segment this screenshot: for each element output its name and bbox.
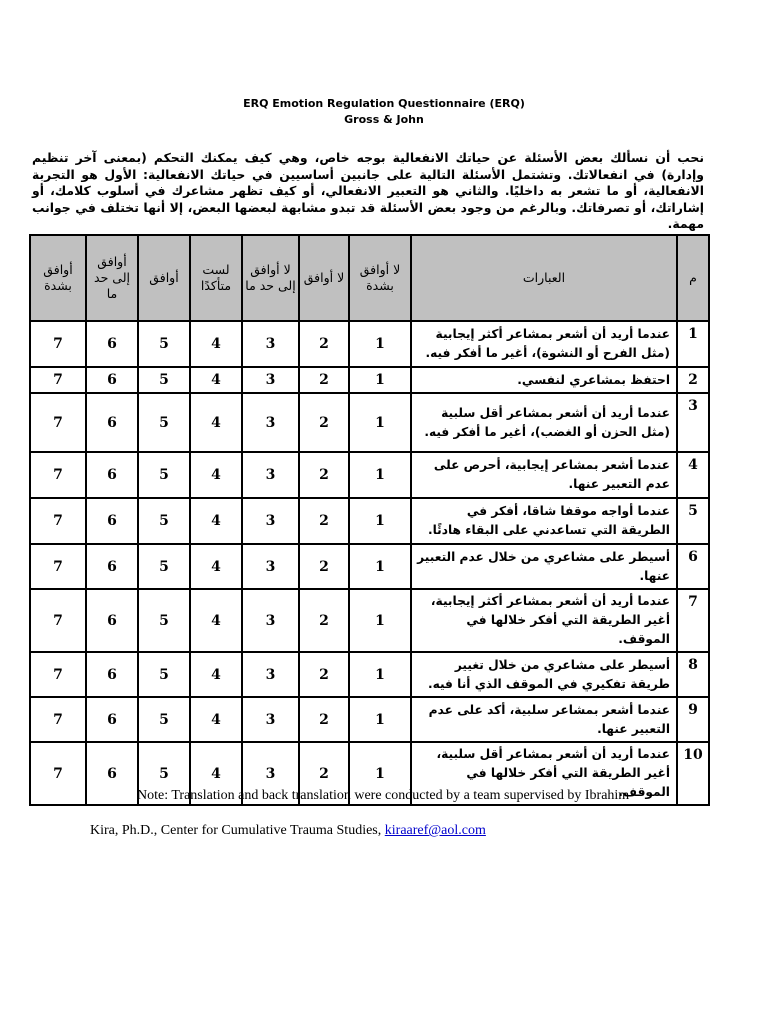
note-line-2 — [90, 823, 486, 839]
rating-option-4[interactable]: 4 — [190, 652, 242, 697]
rating-option-3[interactable]: 3 — [242, 498, 299, 544]
rating-option-7[interactable]: 7 — [30, 544, 86, 589]
document-authors: Gross & John — [344, 113, 424, 126]
rating-option-1[interactable]: 1 — [349, 697, 411, 742]
row-statement: أسيطر على مشاعري من خلال عدم التعبير عنها. — [411, 544, 677, 589]
row-number: 8 — [677, 652, 709, 697]
rating-option-5[interactable]: 5 — [138, 498, 190, 544]
intro-paragraph: نحب أن نسألك بعض الأسئلة عن حياتك الانفعالية بوجه خاص، وهي كيف يمكنك التحكم (بمعنى آخر تنظيم وإدارة) في انفعالاتك. وتشتمل الأسئلة التالية على جانبين أساسيين في حياتك الانفعالية: الأول هو التجربة الانفعالية، أو ما تشعر به داخليًا. والثاني هو التعبير الانفعالي، أو كيف تظهر مشاعرك في أسلوب كلامك، أو إشاراتك، أو تصرفاتك. وبالرغم من وجود بعض الأسئلة قد تبدو مشابهة لبعضها البعض، إلا أنها تختلف في جوانب مهمة. — [32, 150, 704, 231]
rating-option-3[interactable]: 3 — [242, 697, 299, 742]
rating-option-1[interactable]: 1 — [349, 452, 411, 498]
email-link[interactable]: kiraaref@aol.com — [384, 823, 486, 838]
header-strongly-disagree: لا أوافق بشدة — [349, 235, 411, 321]
row-statement: عندما أريد أن أشعر بمشاعر أقل سلبية، أغير الطريقة التي أفكر خلالها في الموقف. — [411, 742, 677, 805]
rating-option-5[interactable]: 5 — [138, 452, 190, 498]
rating-option-3[interactable]: 3 — [242, 393, 299, 452]
rating-option-4[interactable]: 4 — [190, 498, 242, 544]
rating-option-2[interactable]: 2 — [299, 367, 349, 393]
rating-option-7[interactable]: 7 — [30, 652, 86, 697]
rating-option-2[interactable]: 2 — [299, 393, 349, 452]
rating-option-7[interactable]: 7 — [30, 452, 86, 498]
rating-option-2[interactable]: 2 — [299, 452, 349, 498]
rating-option-2[interactable]: 2 — [299, 742, 349, 805]
row-number: 1 — [677, 321, 709, 367]
rating-option-3[interactable]: 3 — [242, 652, 299, 697]
rating-option-4[interactable]: 4 — [190, 321, 242, 367]
rating-option-4[interactable]: 4 — [190, 544, 242, 589]
table-row — [30, 321, 709, 367]
rating-option-1[interactable]: 1 — [349, 321, 411, 367]
header-agree: أوافق — [138, 235, 190, 321]
rating-option-2[interactable]: 2 — [299, 321, 349, 367]
rating-option-5[interactable]: 5 — [138, 367, 190, 393]
table-body — [30, 321, 709, 805]
rating-option-5[interactable]: 5 — [138, 544, 190, 589]
row-number: 3 — [677, 393, 709, 452]
table-row — [30, 589, 709, 652]
rating-option-7[interactable]: 7 — [30, 498, 86, 544]
rating-option-2[interactable]: 2 — [299, 589, 349, 652]
document-title: ERQ Emotion Regulation Questionnaire (ERQ) — [243, 97, 525, 110]
rating-option-5[interactable]: 5 — [138, 652, 190, 697]
rating-option-7[interactable]: 7 — [30, 742, 86, 805]
rating-option-5[interactable]: 5 — [138, 321, 190, 367]
row-statement: عندما أشعر بمشاعر سلبية، أكد على عدم التعبير عنها. — [411, 697, 677, 742]
rating-option-6[interactable]: 6 — [86, 321, 138, 367]
rating-option-3[interactable]: 3 — [242, 589, 299, 652]
row-statement: احتفظ بمشاعري لنفسي. — [411, 367, 677, 393]
rating-option-6[interactable]: 6 — [86, 652, 138, 697]
row-number: 7 — [677, 589, 709, 652]
rating-option-4[interactable]: 4 — [190, 393, 242, 452]
rating-option-4[interactable]: 4 — [190, 589, 242, 652]
rating-option-2[interactable]: 2 — [299, 498, 349, 544]
rating-option-6[interactable]: 6 — [86, 452, 138, 498]
rating-option-3[interactable]: 3 — [242, 452, 299, 498]
rating-option-5[interactable]: 5 — [138, 697, 190, 742]
rating-option-2[interactable]: 2 — [299, 544, 349, 589]
rating-option-1[interactable]: 1 — [349, 498, 411, 544]
rating-option-4[interactable]: 4 — [190, 697, 242, 742]
rating-option-7[interactable]: 7 — [30, 393, 86, 452]
rating-option-3[interactable]: 3 — [242, 544, 299, 589]
rating-option-1[interactable]: 1 — [349, 544, 411, 589]
note-line-1: Note: Translation and back translation were conducted by a team supervised by Ibrahim — [137, 788, 630, 803]
row-statement: عندما أواجه موقفا شاقا، أفكر في الطريقة التي تساعدني على البقاء هادئًا. — [411, 498, 677, 544]
rating-option-1[interactable]: 1 — [349, 393, 411, 452]
rating-option-5[interactable]: 5 — [138, 589, 190, 652]
table-row — [30, 452, 709, 498]
rating-option-1[interactable]: 1 — [349, 367, 411, 393]
table-header-row — [30, 235, 709, 321]
row-statement: عندما أريد أن أشعر بمشاعر أكثر إيجابية، أغير الطريقة التي أفكر خلالها في الموقف. — [411, 589, 677, 652]
row-number: 9 — [677, 697, 709, 742]
rating-option-1[interactable]: 1 — [349, 589, 411, 652]
rating-option-6[interactable]: 6 — [86, 544, 138, 589]
rating-option-6[interactable]: 6 — [86, 697, 138, 742]
rating-option-3[interactable]: 3 — [242, 742, 299, 805]
header-not-sure: لست متأكدًا — [190, 235, 242, 321]
rating-option-1[interactable]: 1 — [349, 652, 411, 697]
table-row — [30, 697, 709, 742]
row-statement: عندما أشعر بمشاعر إيجابية، أحرص على عدم التعبير عنها. — [411, 452, 677, 498]
rating-option-4[interactable]: 4 — [190, 367, 242, 393]
rating-option-4[interactable]: 4 — [190, 452, 242, 498]
header-disagree: لا أوافق — [299, 235, 349, 321]
rating-option-6[interactable]: 6 — [86, 393, 138, 452]
note-affiliation: Kira, Ph.D., Center for Cumulative Trauma Studies, — [90, 823, 385, 838]
row-statement: أسيطر على مشاعري من خلال تغيير طريقة تفكيري في الموقف الذي أنا فيه. — [411, 652, 677, 697]
row-number: 10 — [677, 742, 709, 805]
table-row — [30, 367, 709, 393]
rating-option-1[interactable]: 1 — [349, 742, 411, 805]
table-row — [30, 498, 709, 544]
row-number: 6 — [677, 544, 709, 589]
rating-option-3[interactable]: 3 — [242, 367, 299, 393]
row-statement: عندما أريد أن أشعر بمشاعر أكثر إيجابية (مثل الفرح أو النشوة)، أغير ما أفكر فيه. — [411, 321, 677, 367]
rating-option-6[interactable]: 6 — [86, 498, 138, 544]
rating-option-6[interactable]: 6 — [86, 589, 138, 652]
rating-option-6[interactable]: 6 — [86, 742, 138, 805]
row-number: 5 — [677, 498, 709, 544]
header-strongly-agree: أوافق بشدة — [30, 235, 86, 321]
table-row — [30, 652, 709, 697]
rating-option-5[interactable]: 5 — [138, 742, 190, 805]
header-index: م — [677, 235, 709, 321]
rating-option-6[interactable]: 6 — [86, 367, 138, 393]
rating-option-2[interactable]: 2 — [299, 652, 349, 697]
row-statement: عندما أريد أن أشعر بمشاعر أقل سلبية (مثل الحزن أو الغضب)، أغير ما أفكر فيه. — [411, 393, 677, 452]
rating-option-2[interactable]: 2 — [299, 697, 349, 742]
table-row — [30, 393, 709, 452]
table-row — [30, 544, 709, 589]
rating-option-7[interactable]: 7 — [30, 321, 86, 367]
erq-table — [29, 234, 710, 806]
rating-option-7[interactable]: 7 — [30, 367, 86, 393]
rating-option-5[interactable]: 5 — [138, 393, 190, 452]
header-statements: العبارات — [411, 235, 677, 321]
rating-option-7[interactable]: 7 — [30, 589, 86, 652]
header-somewhat-disagree: لا أوافق إلى حد ما — [242, 235, 299, 321]
row-number: 4 — [677, 452, 709, 498]
row-number: 2 — [677, 367, 709, 393]
rating-option-7[interactable]: 7 — [30, 697, 86, 742]
header-somewhat-agree: أوافق إلى حد ما — [86, 235, 138, 321]
rating-option-4[interactable]: 4 — [190, 742, 242, 805]
rating-option-3[interactable]: 3 — [242, 321, 299, 367]
